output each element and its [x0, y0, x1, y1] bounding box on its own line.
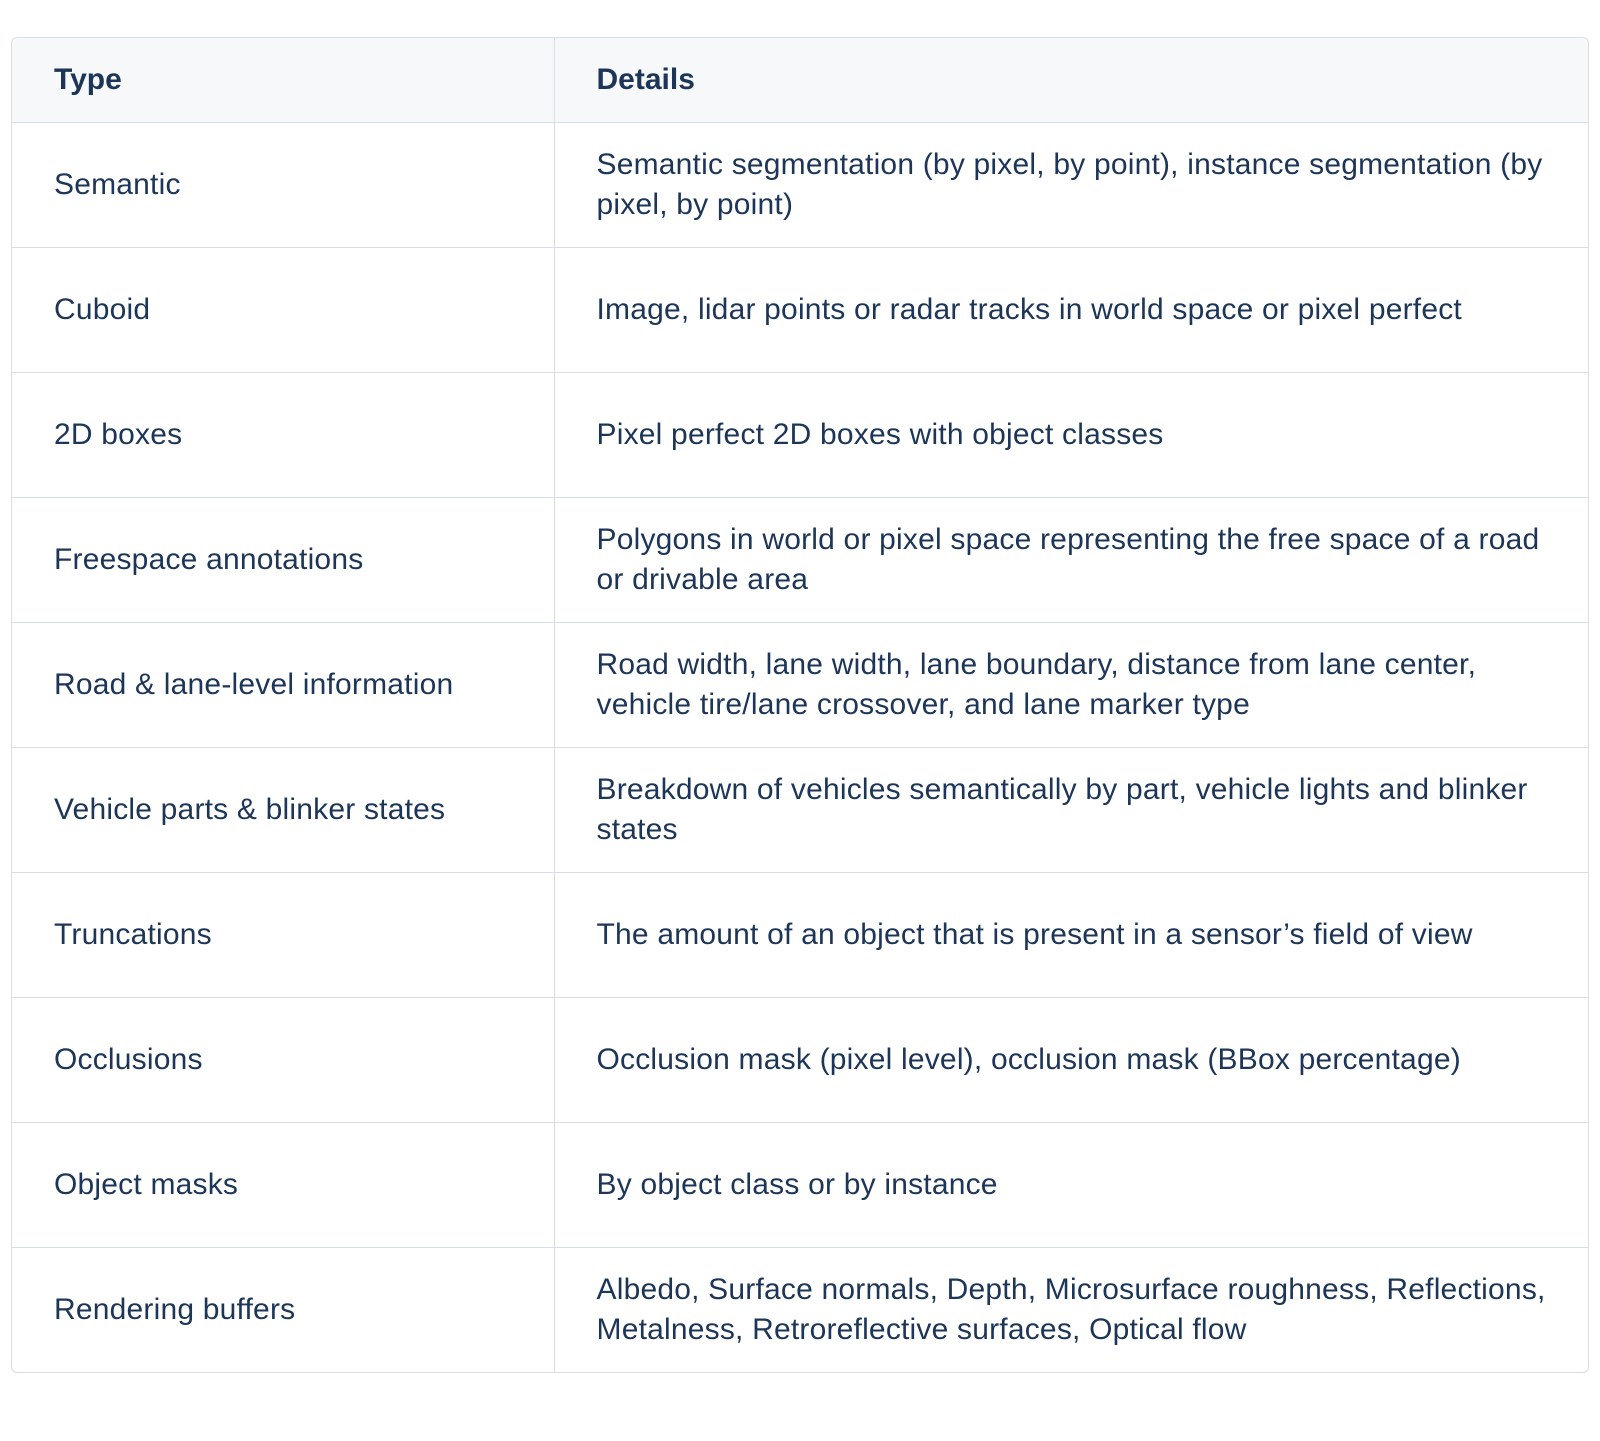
type-cell: Road & lane-level information [12, 622, 554, 747]
column-header-type: Type [12, 38, 554, 122]
table-row [12, 497, 1588, 622]
table-row [12, 622, 1588, 747]
type-cell: Freespace annotations [12, 497, 554, 622]
details-cell: Image, lidar points or radar tracks in world space or pixel perfect [554, 247, 1588, 372]
table-row [12, 247, 1588, 372]
type-cell: Semantic [54, 167, 181, 201]
details-cell: By object class or by instance [554, 1122, 1588, 1247]
table-row [12, 122, 1588, 247]
type-cell: Object masks [12, 1122, 554, 1247]
table-row [12, 997, 1588, 1122]
details-cell: Albedo, Surface normals, Depth, Microsurface roughness, Reflections, Metalness, Retroreflective surfaces, Optical flow [554, 1247, 1588, 1372]
details-cell: Road width, lane width, lane boundary, distance from lane center, vehicle tire/lane crossover, and lane marker type [554, 622, 1588, 747]
type-cell: Rendering buffers [12, 1247, 554, 1372]
details-cell: Breakdown of vehicles semantically by part, vehicle lights and blinker states [554, 747, 1588, 872]
table-row [12, 747, 1588, 872]
type-cell: Vehicle parts & blinker states [12, 747, 554, 872]
column-header-details: Details [554, 38, 1588, 122]
details-cell: The amount of an object that is present in a sensor’s field of view [554, 872, 1588, 997]
annotation-types-table-container [11, 37, 1589, 1373]
type-cell: Cuboid [12, 247, 554, 372]
details-cell: Pixel perfect 2D boxes with object classes [554, 372, 1588, 497]
table-header [12, 38, 1588, 122]
table-header-row [12, 38, 1588, 122]
table-row [12, 1247, 1588, 1372]
table-row [12, 1122, 1588, 1247]
table-body [12, 122, 1588, 1372]
details-cell: Semantic segmentation (by pixel, by point), instance segmentation (by pixel, by point) [554, 122, 1588, 247]
annotation-types-table [12, 38, 1588, 1372]
details-cell: Polygons in world or pixel space representing the free space of a road or drivable area [554, 497, 1588, 622]
table-row [12, 872, 1588, 997]
details-cell: Occlusion mask (pixel level), occlusion mask (BBox percentage) [554, 997, 1588, 1122]
table-row [12, 372, 1588, 497]
type-cell: Truncations [12, 872, 554, 997]
type-cell: Occlusions [12, 997, 554, 1122]
type-cell: 2D boxes [12, 372, 554, 497]
